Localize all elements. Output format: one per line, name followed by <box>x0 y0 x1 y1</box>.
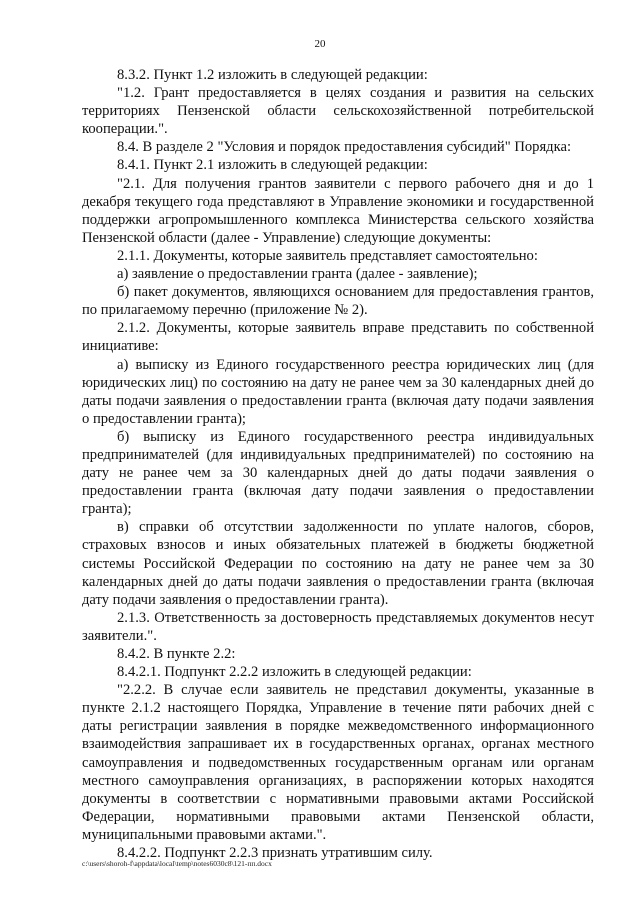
paragraph: 2.1.2. Документы, которые заявитель вправе представить по собственной инициативе: <box>82 320 594 355</box>
document-body <box>82 66 594 862</box>
paragraph: б) выписку из Единого государственного реестра индивидуальных предпринимателей (для индивидуальных предпринимателей) по состоянию на дату не ранее чем за 30 календарных дней до даты подачи заявления о предоставлении гранта (включая дату подачи заявления о предоставлении гранта); <box>82 428 594 518</box>
page-number: 20 <box>314 38 326 50</box>
paragraph: "2.1. Для получения грантов заявители с первого рабочего дня и до 1 декабря текущего года представляют в Управление экономики и государственной поддержки агропромышленного комплекса Министерства сельского хозяйства Пензенской области (далее - Управление) следующие документы: <box>82 175 594 246</box>
paragraph: б) пакет документов, являющихся основанием для предоставления грантов, по прилагаемому перечню (приложение № 2). <box>82 284 594 319</box>
paragraph: "1.2. Грант предоставляется в целях создания и развития на сельских территориях Пензенской области сельскохозяйственной потребительской кооперации.". <box>82 85 594 138</box>
paragraph: 8.4.2.1. Подпункт 2.2.2 изложить в следующей редакции: <box>117 664 472 681</box>
paragraph: 8.4.2.2. Подпункт 2.2.3 признать утратившим силу. <box>117 845 433 862</box>
paragraph: 8.4. В разделе 2 "Условия и порядок предоставления субсидий" Порядка: <box>117 139 571 156</box>
paragraph: а) заявление о предоставлении гранта (далее - заявление); <box>117 266 478 283</box>
footer-file-path: c:\users\shoroh-f\appdata\local\temp\notes6030c8\121-пп.docx <box>82 859 272 868</box>
paragraph: в) справки об отсутствии задолженности по уплате налогов, сборов, страховых взносов и иных обязательных платежей в бюджеты бюджетной системы Российской Федерации по состоянию на дату не ранее чем за 30 календарных дней до даты подачи заявления о предоставлении гранта (включая дату подачи заявления о предоставлении гранта). <box>82 519 594 608</box>
paragraph: 2.1.1. Документы, которые заявитель представляет самостоятельно: <box>117 247 538 264</box>
paragraph: а) выписку из Единого государственного реестра юридических лиц (для юридических лиц) по состоянию на дату не ранее чем за 30 календарных дней до даты подачи заявления о предоставлении гранта (включая дату подачи заявления о предоставлении гранта); <box>82 356 594 427</box>
paragraph: 8.4.2. В пункте 2.2: <box>117 646 236 662</box>
paragraph: 8.4.1. Пункт 2.1 изложить в следующей редакции: <box>117 157 428 174</box>
paragraph: "2.2.2. В случае если заявитель не представил документы, указанные в пункте 2.1.2 настоящего Порядка, Управление в течение пяти рабочих дней с даты регистрации заявления в порядке межведомственного информационного взаимодействия запрашивает их в государственных органах, органах местного самоуправления и подведомственных государственным органам или органам местного самоуправления организациях, в распоряжении которых находятся документы в соответствии с нормативными правовыми актами Российской Федерации, нормативными правовыми актами Пензенской области, муниципальными правовыми актами.". <box>82 682 594 843</box>
paragraph: 2.1.3. Ответственность за достоверность представляемых документов несут заявители.". <box>82 609 594 644</box>
paragraph: 8.3.2. Пункт 1.2 изложить в следующей редакции: <box>117 67 428 83</box>
